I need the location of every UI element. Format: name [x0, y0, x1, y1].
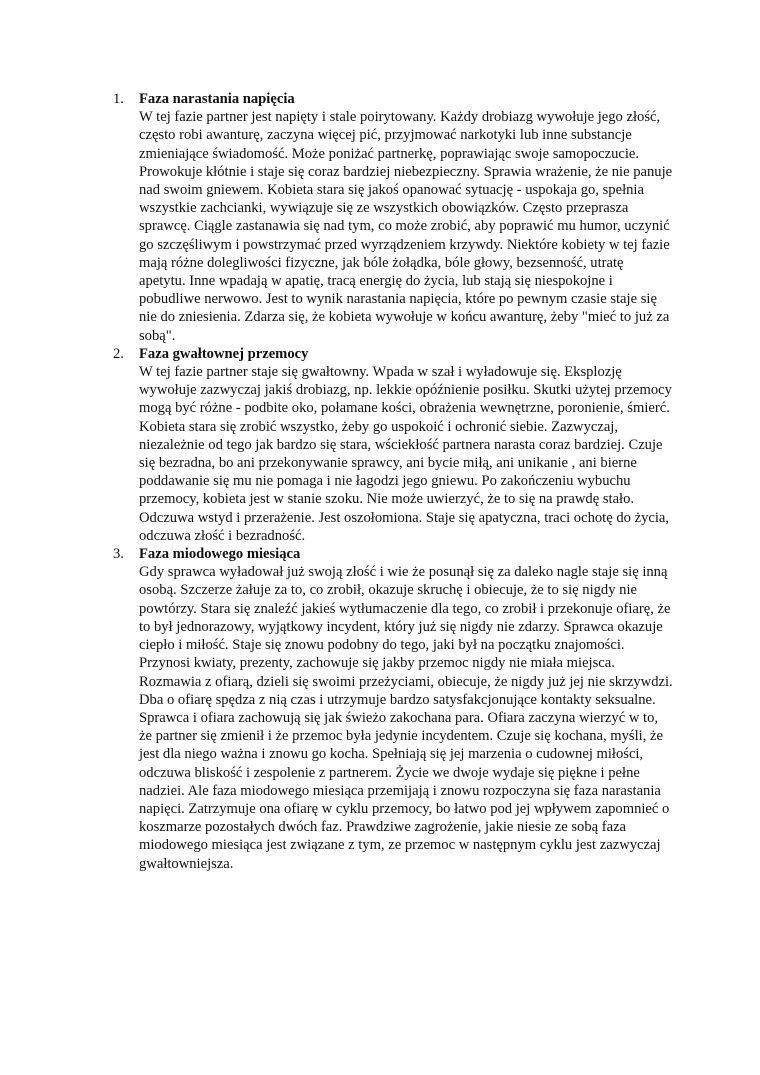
section-paragraph: Gdy sprawca wyładował już swoją złość i wie że posunął się za daleko nagle staje się inną osobą. Szczerze żałuje za to, co zrobił, okazuje skruchę i obiecuje, że to się nigdy nie powtórzy. Stara się znaleźć jakieś wytłumaczenie dla tego, co zrobił i przekonuje ofiarę, że to był jednorazowy, wyjątkowy incydent, który już się nigdy nie zdarzy. Sprawca okazuje ciepło i miłość. Staje się znowu podobny do tego, jaki był na początku znajomości. Przynosi kwiaty, prezenty, zachowuje się jakby przemoc nigdy nie miała miejsca. Rozmawia z ofiarą, dzieli się swoimi przeżyciami, obiecuje, że nigdy już jej nie skrzywdzi. Dba o ofiarę spędza z nią czas i utrzymuje bardzo satysfakcjonujące kontakty seksualne. Sprawca i ofiara zachowują się jak świeżo zakochana para. Ofiara zaczyna wierzyć w to, że partner się zmienił i że przemoc była jedynie incydentem. Czuje się kochana, myśli, że jest dla niego ważna i znowu go kocha. Spełniają się jej marzenia o cudownej miłości, odczuwa bliskość i zespolenie z partnerem. Życie we dwoje wydaje się piękne i pełne nadziei. Ale faza miodowego miesiąca przemijają i znowu rozpoczyna się faza narastania napięci. Zatrzymuje ona ofiarę w cyklu przemocy, bo łatwo pod jej wpływem zapomnieć o koszmarze pozostałych dwóch faz. Prawdziwe zagrożenie, jakie niesie ze sobą faza miodowego miesiąca jest związane z tym, ze przemoc w następnym cyklu jest zazwyczaj gwałtowniejsza.: [139, 564, 673, 872]
list-number: 3.: [113, 546, 124, 563]
list-number: 2.: [113, 345, 124, 362]
section-paragraph: W tej fazie partner jest napięty i stale poirytowany. Każdy drobiazg wywołuje jego złość, często robi awanturę, zaczyna więcej pić, przyjmować narkotyki lub inne substancje zmieniające świadomość. Może poniżać partnerkę, poprawiając swoje samopoczucie. Prowokuje kłótnie i staje się coraz bardziej niebezpieczny. Sprawia wrażenie, że nie panuje nad swoim gniewem. Kobieta stara się jakoś opanować sytuację - uspokaja go, spełnia wszystkie zachcianki, wywiązuje się ze wszystkich obowiązków. Często przeprasza sprawcę. Ciągle zastanawia się nad tym, co może zrobić, aby poprawić mu humor, uczynić go szczęśliwym i powstrzymać przed wyrządzeniem krzywdy. Niektóre kobiety w tej fazie mają różne dolegliwości fizyczne, jak bóle żołądka, bóle głowy, bezsenność, utratę apetytu. Inne wpadają w apatię, tracą energię do życia, lub stają się niespokojne i pobudliwe nerwowo. Jest to wynik narastania napięcia, które po pewnym czasie staje się nie do zniesienia. Zdarza się, że kobieta wywołuje w końcu awanturę, żeby "mieć to już za sobą".: [139, 109, 673, 344]
section-heading: Faza narastania napięcia: [139, 91, 295, 107]
list-number: 1.: [113, 91, 124, 107]
section-paragraph: W tej fazie partner staje się gwałtowny. Wpada w szał i wyładowuje się. Eksplozję wywołuje zazwyczaj jakiś drobiazg, np. lekkie opóźnienie posiłku. Skutki użytej przemocy mogą być różne - podbite oko, połamane kości, obrażenia wewnętrzne, poronienie, śmierć. Kobieta stara się zrobić wszystko, żeby go uspokoić i ochronić siebie. Zazwyczaj, niezależnie od tego jak bardzo się stara, wściekłość partnera narasta coraz bardziej. Czuje się bezradna, bo ani przekonywanie sprawcy, ani bycie miłą, ani unikanie , ani bierne poddawanie się mu nie pomaga i nie łagodzi jego gniewu. Po zakończeniu wybuchu przemocy, kobieta jest w stanie szoku. Nie może uwierzyć, że to się na prawdę stało. Odczuwa wstyd i przerażenie. Jest oszołomiona. Staje się apatyczna, traci ochotę do życia, odczuwa złość i bezradność.: [139, 364, 672, 544]
list-item-phase-2: [113, 345, 673, 545]
section-heading: Faza gwałtownej przemocy: [139, 345, 309, 362]
document-content: [113, 90, 673, 873]
section-heading: Faza miodowego miesiąca: [139, 546, 301, 563]
list-item-phase-3: [113, 545, 673, 873]
list-item-phase-1: [113, 90, 673, 345]
